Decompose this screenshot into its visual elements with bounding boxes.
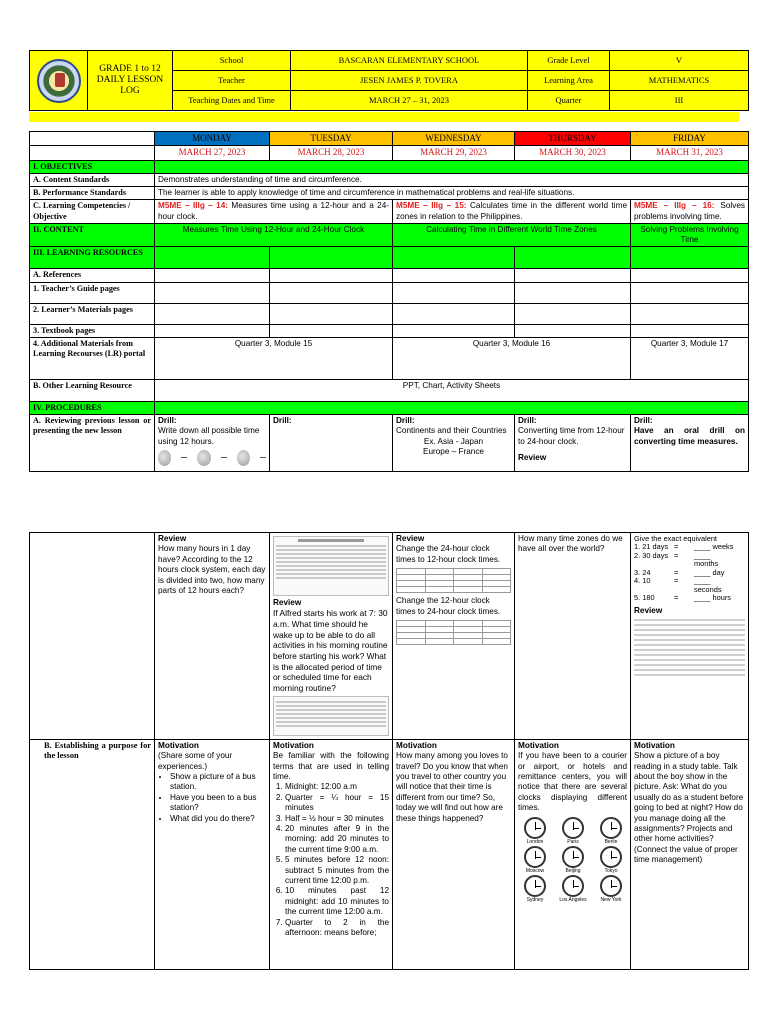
other-resources-row — [30, 379, 749, 401]
teachers-guide-row — [30, 282, 749, 303]
grade-label: Grade Level — [528, 51, 610, 71]
procedures-heading: IV. PROCEDURES — [30, 401, 155, 414]
competency-14: M5ME – IIIg – 14: Measures time using a 12-hour and a 24-hour clock. — [155, 200, 393, 224]
coin-icon — [237, 450, 250, 466]
world-clock — [594, 846, 628, 874]
equivalent-given: 5. 180 — [634, 593, 655, 603]
review-thursday: How many time zones do we have all over the world? — [515, 533, 631, 740]
world-clock — [518, 817, 552, 845]
equals-sign: = — [674, 593, 679, 603]
textbook-row — [30, 324, 749, 337]
day-thursday: THURSDAY — [515, 132, 631, 146]
school-value: BASCARAN ELEMENTARY SCHOOL — [291, 51, 528, 71]
equals-sign: = — [674, 542, 679, 552]
motivation-wednesday: Motivation How many among you loves to travel? Do you know that when you travel to other country you will notice that their time is different from our time? So, today we will find out how are these things happened? — [393, 739, 515, 969]
equivalent-given: 1. 21 days — [634, 542, 669, 552]
equivalent-item — [634, 577, 745, 594]
lesson-log-header — [29, 50, 748, 111]
clock-icon — [562, 846, 584, 868]
day-monday: MONDAY — [155, 132, 270, 146]
bullet-item: • Show a picture of a bus station. — [170, 772, 266, 793]
time-term-item: 1. Midnight: 12:00 a.m — [285, 782, 389, 792]
references-row — [30, 269, 749, 282]
equivalents-list — [634, 543, 745, 603]
clock-icon — [524, 817, 546, 839]
area-value: MATHEMATICS — [610, 71, 749, 91]
clock-city-label: Paris — [567, 838, 579, 845]
equivalent-given: 3. 24 — [634, 567, 651, 577]
performance-standards-label: B. Performance Standards — [30, 187, 155, 200]
module-15: Quarter 3, Module 15 — [155, 337, 393, 379]
performance-standards-value: The learner is able to apply knowledge of time and circumference in mathematical problems and real-life situations. — [155, 187, 749, 200]
dates-label: Teaching Dates and Time — [173, 91, 291, 111]
date-monday: MARCH 27, 2023 — [155, 146, 270, 160]
motivation-friday: Motivation Show a picture of a boy reading in a study table. Talk about the boy show in the picture. Ask: What do you usually do as a student before going to bed at night? How do you manage doing all the assignments? Projects and other home activities? (Connect the value of proper time management) — [631, 739, 749, 969]
content-standards-value: Demonstrates understanding of time and circumference. — [155, 173, 749, 186]
procedure-a-friday: Drill: Have an oral drill on converting time measures. — [631, 415, 749, 472]
date-wednesday: MARCH 29, 2023 — [393, 146, 515, 160]
additional-materials-label: 4. Additional Materials from Learning Recourses (LR) portal — [30, 337, 155, 379]
quarter-value: III — [610, 91, 749, 111]
date-row — [30, 146, 749, 160]
header-accent-bar — [29, 112, 739, 122]
clock-city-label: London — [526, 838, 544, 845]
time-term-item: 2. Quarter = ¼ hour = 15 minutes — [285, 793, 389, 814]
motivation-row — [30, 739, 749, 969]
motivation-tuesday: Motivation Be familiar with the following terms that are used in telling time. 1. Midnight: 12:00 a.m 2. Quarter = ¼ hour = 15 minutes 3. Half = ½ hour = 30 minutes 4. 20 minutes after 9 in the morning: add 20 minutes to the current time 9:00 a.m. 5. 5 minutes before 12 noon: subtract 5 minutes from the current time 12:00 p.m. 6. 10 minutes past 12 midnight: add 10 minutes to the current time 12:00 a.m. 7. Quarter to 2 in the afternoon: means before; — [270, 739, 393, 969]
clock-city-label: Sydney — [526, 897, 544, 904]
date-tuesday: MARCH 28, 2023 — [270, 146, 393, 160]
equals-sign: = — [674, 576, 679, 586]
time-term-item: 4. 20 minutes after 9 in the morning: add 20 minutes to the current time 9:00 a.m. — [285, 824, 389, 855]
procedures-heading-row — [30, 401, 749, 414]
school-label: School — [173, 51, 291, 71]
equals-sign: = — [674, 550, 679, 560]
lesson-plan-table-continued — [29, 532, 748, 970]
procedure-a-wednesday: Drill: Continents and their Countries Ex. Asia - Japan Europe – France — [393, 415, 515, 472]
day-header-row — [30, 132, 749, 146]
world-clock — [594, 817, 628, 845]
learners-materials-row — [30, 303, 749, 324]
dates-value: MARCH 27 – 31, 2023 — [291, 91, 528, 111]
time-term-item: 5. 5 minutes before 12 noon: subtract 5 minutes from the current time 12:00 p.m. — [285, 855, 389, 886]
clock-icon — [562, 875, 584, 897]
equivalent-item — [634, 552, 745, 569]
quarter-label: Quarter — [528, 91, 610, 111]
performance-standards-row — [30, 187, 749, 200]
review-wednesday: Review Change the 24-hour clock times to 12-hour clock times. Change the 12-hour clock times to 24-hour clock times. — [393, 533, 515, 740]
monday-bullets — [170, 772, 266, 824]
clock-icon — [524, 846, 546, 868]
clock-icon — [562, 817, 584, 839]
learners-materials-label: 2. Learner’s Materials pages — [30, 303, 155, 324]
additional-materials-row — [30, 337, 749, 379]
procedure-a-tuesday: Drill: — [270, 415, 393, 472]
equivalent-item — [634, 569, 745, 578]
time-term-item: 7. Quarter to 2 in the afternoon: means before; — [285, 918, 389, 939]
content-topic-1: Measures Time Using 12-Hour and 24-Hour Clock — [155, 223, 393, 247]
world-clock — [556, 817, 590, 845]
teacher-label: Teacher — [173, 71, 291, 91]
time-terms-list — [285, 782, 389, 938]
competency-16: M5ME – IIIg – 16: Solves problems involving time. — [631, 200, 749, 224]
content-row — [30, 223, 749, 247]
day-friday: FRIDAY — [631, 132, 749, 146]
clock-icon — [600, 817, 622, 839]
plan-grid — [29, 131, 749, 472]
time-term-item: 3. Half = ½ hour = 30 minutes — [285, 814, 389, 824]
bullet-item: • What did you do there? — [170, 814, 266, 824]
references-label: A. References — [30, 269, 155, 282]
world-clock — [518, 875, 552, 903]
grade-value: V — [610, 51, 749, 71]
world-clock — [594, 875, 628, 903]
coin-icon — [158, 450, 171, 466]
content-standards-row — [30, 173, 749, 186]
log-title: GRADE 1 to 12 DAILY LESSON LOG — [88, 51, 173, 111]
clock-icon — [600, 875, 622, 897]
12h-conversion-table — [396, 620, 511, 645]
other-resources-value: PPT, Chart, Activity Sheets — [155, 379, 749, 401]
equivalent-given: 4. 10 — [634, 576, 651, 586]
module-16: Quarter 3, Module 16 — [393, 337, 631, 379]
clock-city-label: New York — [600, 897, 622, 904]
procedure-a-row — [30, 415, 749, 472]
24h-conversion-table — [396, 568, 511, 593]
equivalent-item — [634, 594, 745, 603]
clock-icon — [524, 875, 546, 897]
objectives-heading: I. OBJECTIVES — [30, 160, 155, 173]
conversion-table-image — [273, 536, 389, 596]
resources-heading-row — [30, 247, 749, 269]
clock-city-label: Tokyo — [604, 867, 618, 874]
clock-icon — [600, 846, 622, 868]
content-topic-3: Solving Problems Involving Time — [631, 223, 749, 247]
world-clock — [556, 875, 590, 903]
world-clocks — [518, 817, 627, 904]
deped-seal-cell — [30, 51, 88, 111]
header-table — [29, 50, 749, 111]
review-tuesday: Review If Alfred starts his work at 7: 30 a.m. What time should he wake up to be able to do all activities in his morning routine before starting his work? What is the allocated period of time or scheduled time for each morning routine? — [270, 533, 393, 740]
content-standards-label: A. Content Standards — [30, 173, 155, 186]
competencies-label: C. Learning Competencies / Objective — [30, 200, 155, 224]
equivalent-given: 2. 30 days — [634, 550, 669, 560]
equivalent-unit: ____ hours — [694, 593, 731, 603]
motivation-thursday: Motivation If you have been to a courier or airport, or hotels and remittance centers, you will notice that there are several clocks displaying different times. London Paris Berlin Moscow Beijing Tokyo Sydney Los Angeles New York — [515, 739, 631, 969]
day-wednesday: WEDNESDAY — [393, 132, 515, 146]
procedure-a-thursday: Drill: Converting time from 12-hour to 24-hour clock. Review — [515, 415, 631, 472]
date-friday: MARCH 31, 2023 — [631, 146, 749, 160]
teacher-value: JESEN JAMES P. TOVERA — [291, 71, 528, 91]
routine-table-image — [273, 696, 389, 736]
world-clock — [518, 846, 552, 874]
world-clock — [556, 846, 590, 874]
date-thursday: MARCH 30, 2023 — [515, 146, 631, 160]
equivalent-unit: ____ months — [694, 550, 719, 569]
area-label: Learning Area — [528, 71, 610, 91]
coin-pictures — [158, 450, 266, 466]
review-monday: Review How many hours in 1 day have? According to the 12 hours clock system, each day is divided into two, how many parts of 12 hours each? — [155, 533, 270, 740]
teachers-guide-label: 1. Teacher’s Guide pages — [30, 282, 155, 303]
clock-city-label: Berlin — [604, 838, 618, 845]
day-tuesday: TUESDAY — [270, 132, 393, 146]
textbook-label: 3. Textbook pages — [30, 324, 155, 337]
clock-city-label: Beijing — [565, 867, 581, 874]
procedure-a-label: A. Reviewing previous lesson or presenting the new lesson — [30, 415, 155, 472]
procedure-a-monday: Drill: Write down all possible time using 12 hours. — [155, 415, 270, 472]
objectives-heading-row — [30, 160, 749, 173]
deped-seal-icon — [37, 59, 81, 103]
procedure-b-label: B. Establishing a purpose for the lesson — [30, 739, 155, 969]
bullet-item: • Have you been to a bus station? — [170, 793, 266, 814]
module-17: Quarter 3, Module 17 — [631, 337, 749, 379]
clock-city-label: Los Angeles — [559, 897, 587, 904]
equivalent-unit: ____ seconds — [694, 576, 722, 594]
content-topic-2: Calculating Time in Different World Time Zones — [393, 223, 631, 247]
review-row — [30, 533, 749, 740]
equivalent-unit: ____ weeks — [694, 542, 734, 552]
plan-grid-continued — [29, 532, 749, 970]
equals-sign: = — [674, 567, 679, 577]
time-term-item: 6. 10 minutes past 12 midnight: add 10 minutes to the current time 12:00 a.m. — [285, 886, 389, 917]
clock-city-label: Moscow — [525, 867, 545, 874]
equivalent-unit: ____ day — [694, 567, 725, 577]
other-resources-label: B. Other Learning Resource — [30, 379, 155, 401]
competencies-row — [30, 200, 749, 224]
resources-heading: III. LEARNING RESOURCES — [30, 247, 155, 269]
motivation-monday: Motivation (Share some of your experiences.) • Show a picture of a bus station. • Have you been to a bus station? • What did you do there? — [155, 739, 270, 969]
content-heading: II. CONTENT — [30, 223, 155, 247]
lesson-plan-table — [29, 131, 748, 472]
worksheet-image — [634, 619, 745, 676]
competency-15: M5ME – IIIg – 15: Calculates time in the different world time zones in relation to the Philippines. — [393, 200, 631, 224]
coin-icon — [197, 450, 210, 466]
review-friday: Give the exact equivalent 1. 21 days = ____ weeks 2. 30 days = ____ months 3. 24 = ____ day 4. 10 = ____ seconds 5. 180 = ____ hours Review — [631, 533, 749, 740]
